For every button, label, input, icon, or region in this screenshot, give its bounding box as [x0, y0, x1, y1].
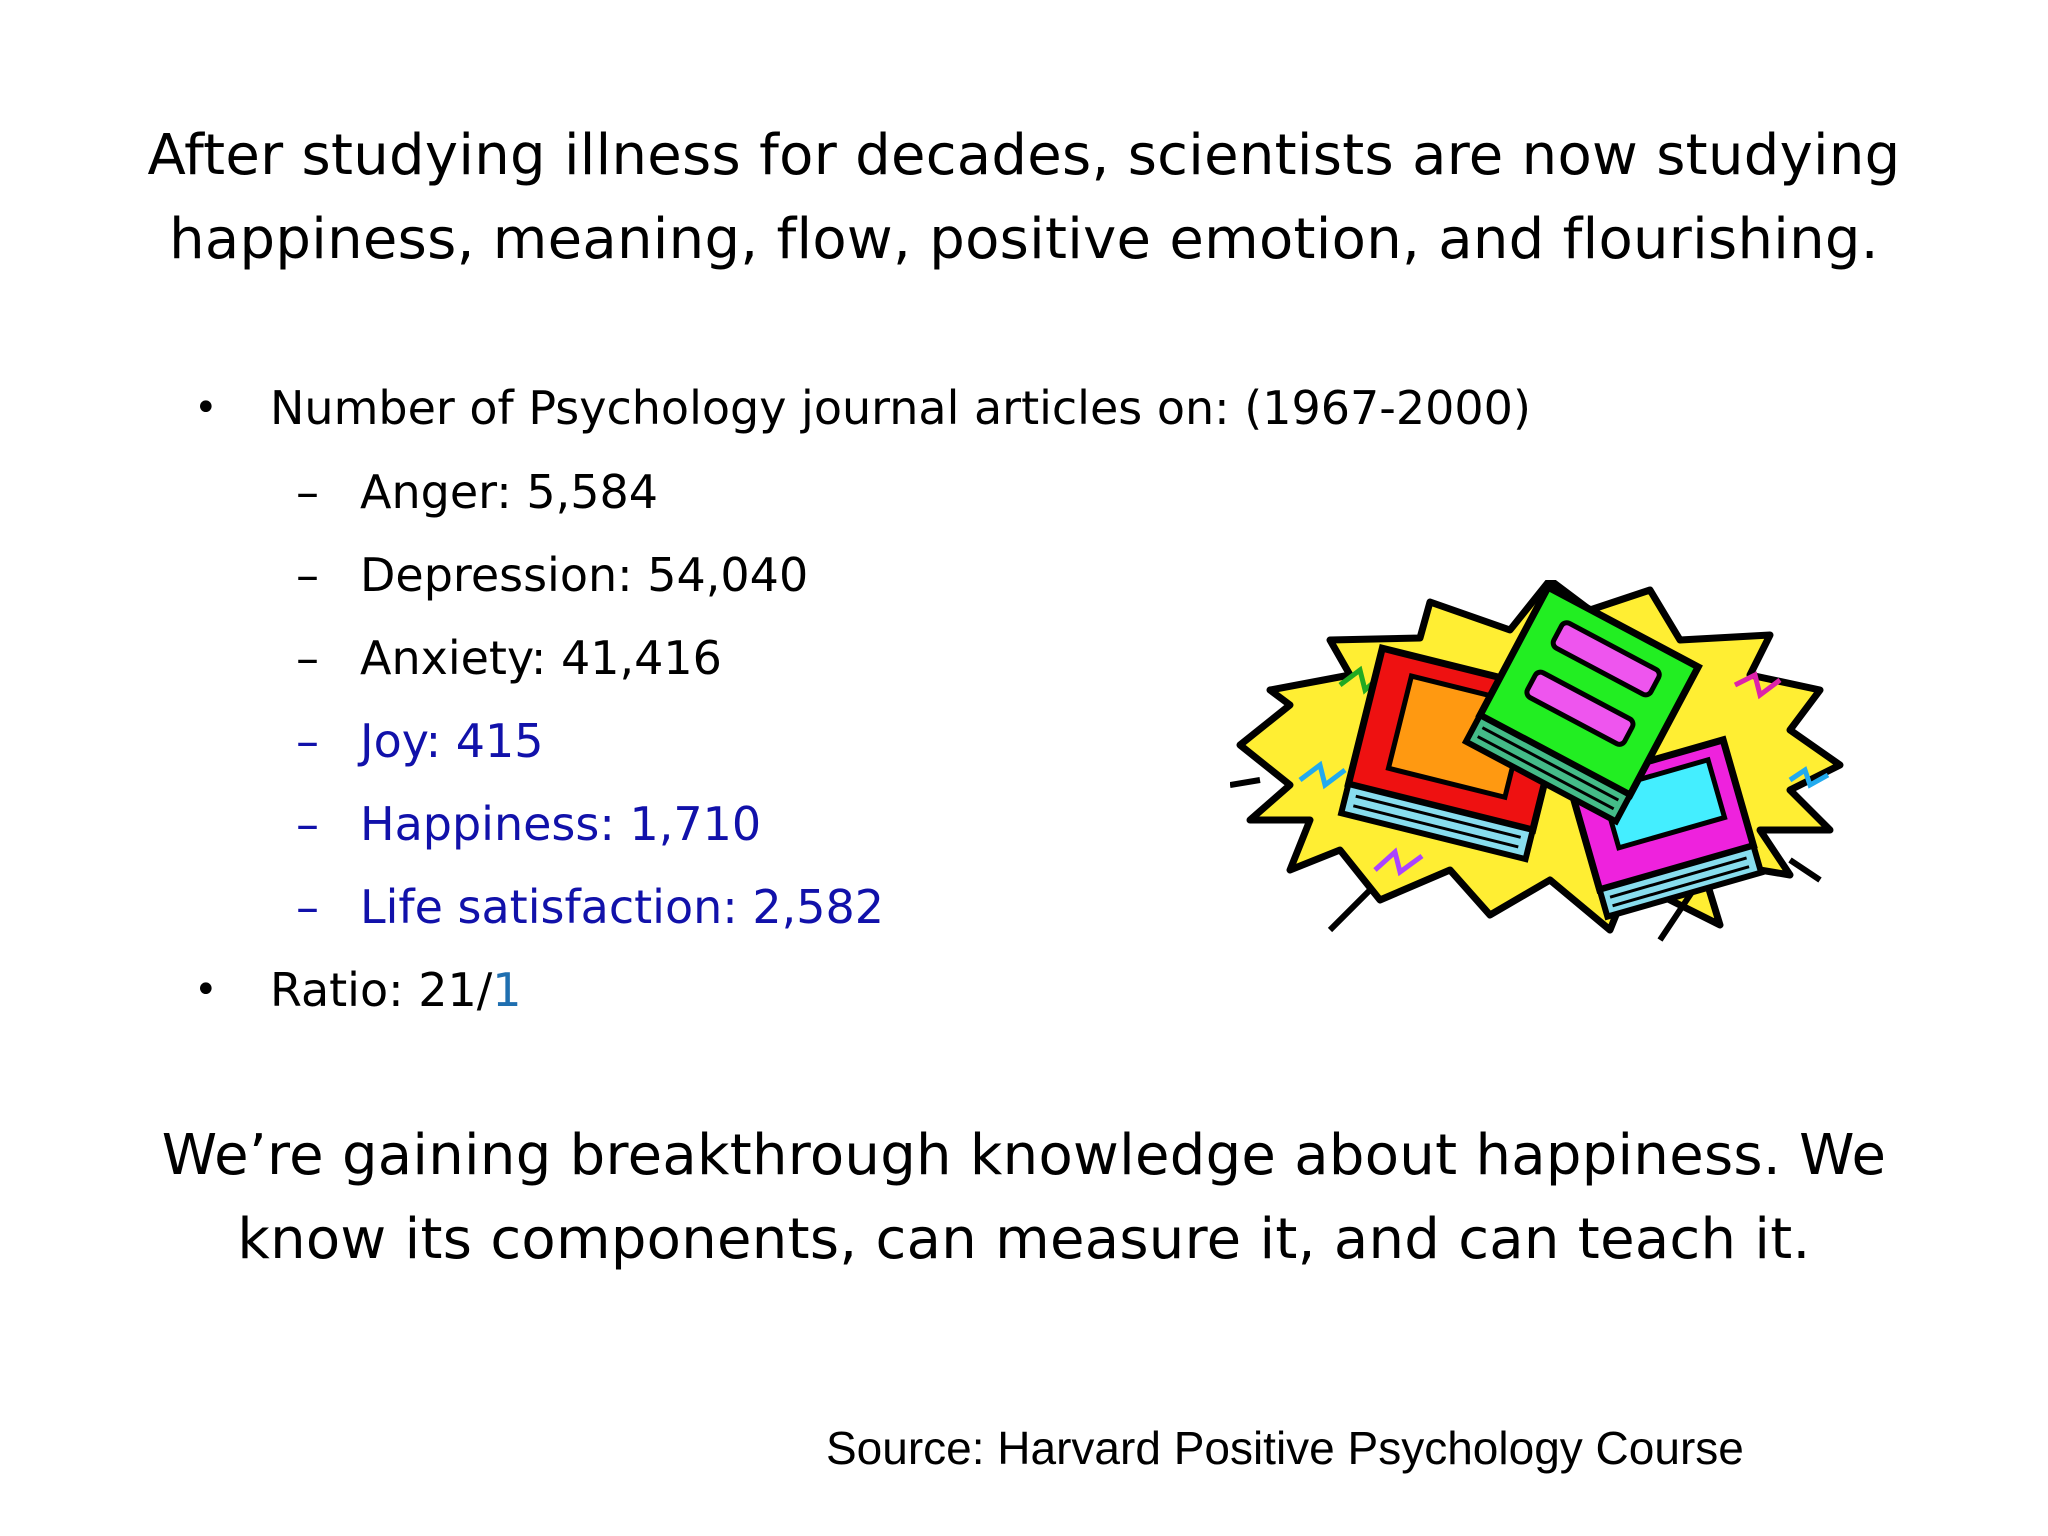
- dash-marker: –: [296, 548, 319, 602]
- sub-item-depression: [296, 545, 1096, 605]
- ratio-highlight: 1: [492, 963, 522, 1017]
- sub-item-anxiety: [296, 628, 1096, 688]
- stack-of-books-clipart-icon: [1230, 580, 1850, 950]
- source-citation: Source: Harvard Positive Psychology Course: [826, 1422, 1744, 1474]
- dash-marker: –: [296, 797, 319, 851]
- bullet-marker: •: [194, 967, 218, 1013]
- bullet-main-text: Number of Psychology journal articles on: (1967-2000): [270, 381, 1531, 435]
- dash-marker: –: [296, 631, 319, 685]
- sub-item-text: Happiness: 1,710: [360, 797, 762, 851]
- dash-marker: –: [296, 465, 319, 519]
- headline-bottom: [0, 1114, 2048, 1282]
- sub-item-joy: [296, 711, 1096, 771]
- sub-item-text: Depression: 54,040: [360, 548, 809, 602]
- headline-top-line-1: After studying illness for decades, scientists are now studying: [147, 123, 1901, 188]
- sub-item-text: Anxiety: 41,416: [360, 631, 722, 685]
- headline-bottom-line-1: We’re gaining breakthrough knowledge about happiness. We: [161, 1123, 1887, 1188]
- sub-item-life-satisfaction: [296, 877, 1096, 937]
- sub-item-happiness: [296, 794, 1096, 854]
- bullet-main: [194, 378, 1594, 438]
- headline-top-line-2: happiness, meaning, flow, positive emotion, and flourishing.: [169, 207, 1879, 272]
- sub-item-anger: [296, 462, 1096, 522]
- sub-item-text: Joy: 415: [360, 714, 544, 768]
- dash-marker: –: [296, 880, 319, 934]
- headline-bottom-line-2: know its components, can measure it, and can teach it.: [237, 1207, 1811, 1272]
- bullet-marker: •: [194, 385, 218, 431]
- ratio-text: [270, 960, 522, 1020]
- headline-top: [0, 114, 2048, 282]
- sub-item-text: Anger: 5,584: [360, 465, 659, 519]
- dash-marker: –: [296, 714, 319, 768]
- ratio-prefix: Ratio: 21/: [270, 963, 493, 1017]
- sub-item-text: Life satisfaction: 2,582: [360, 880, 885, 934]
- bullet-ratio: [194, 960, 994, 1020]
